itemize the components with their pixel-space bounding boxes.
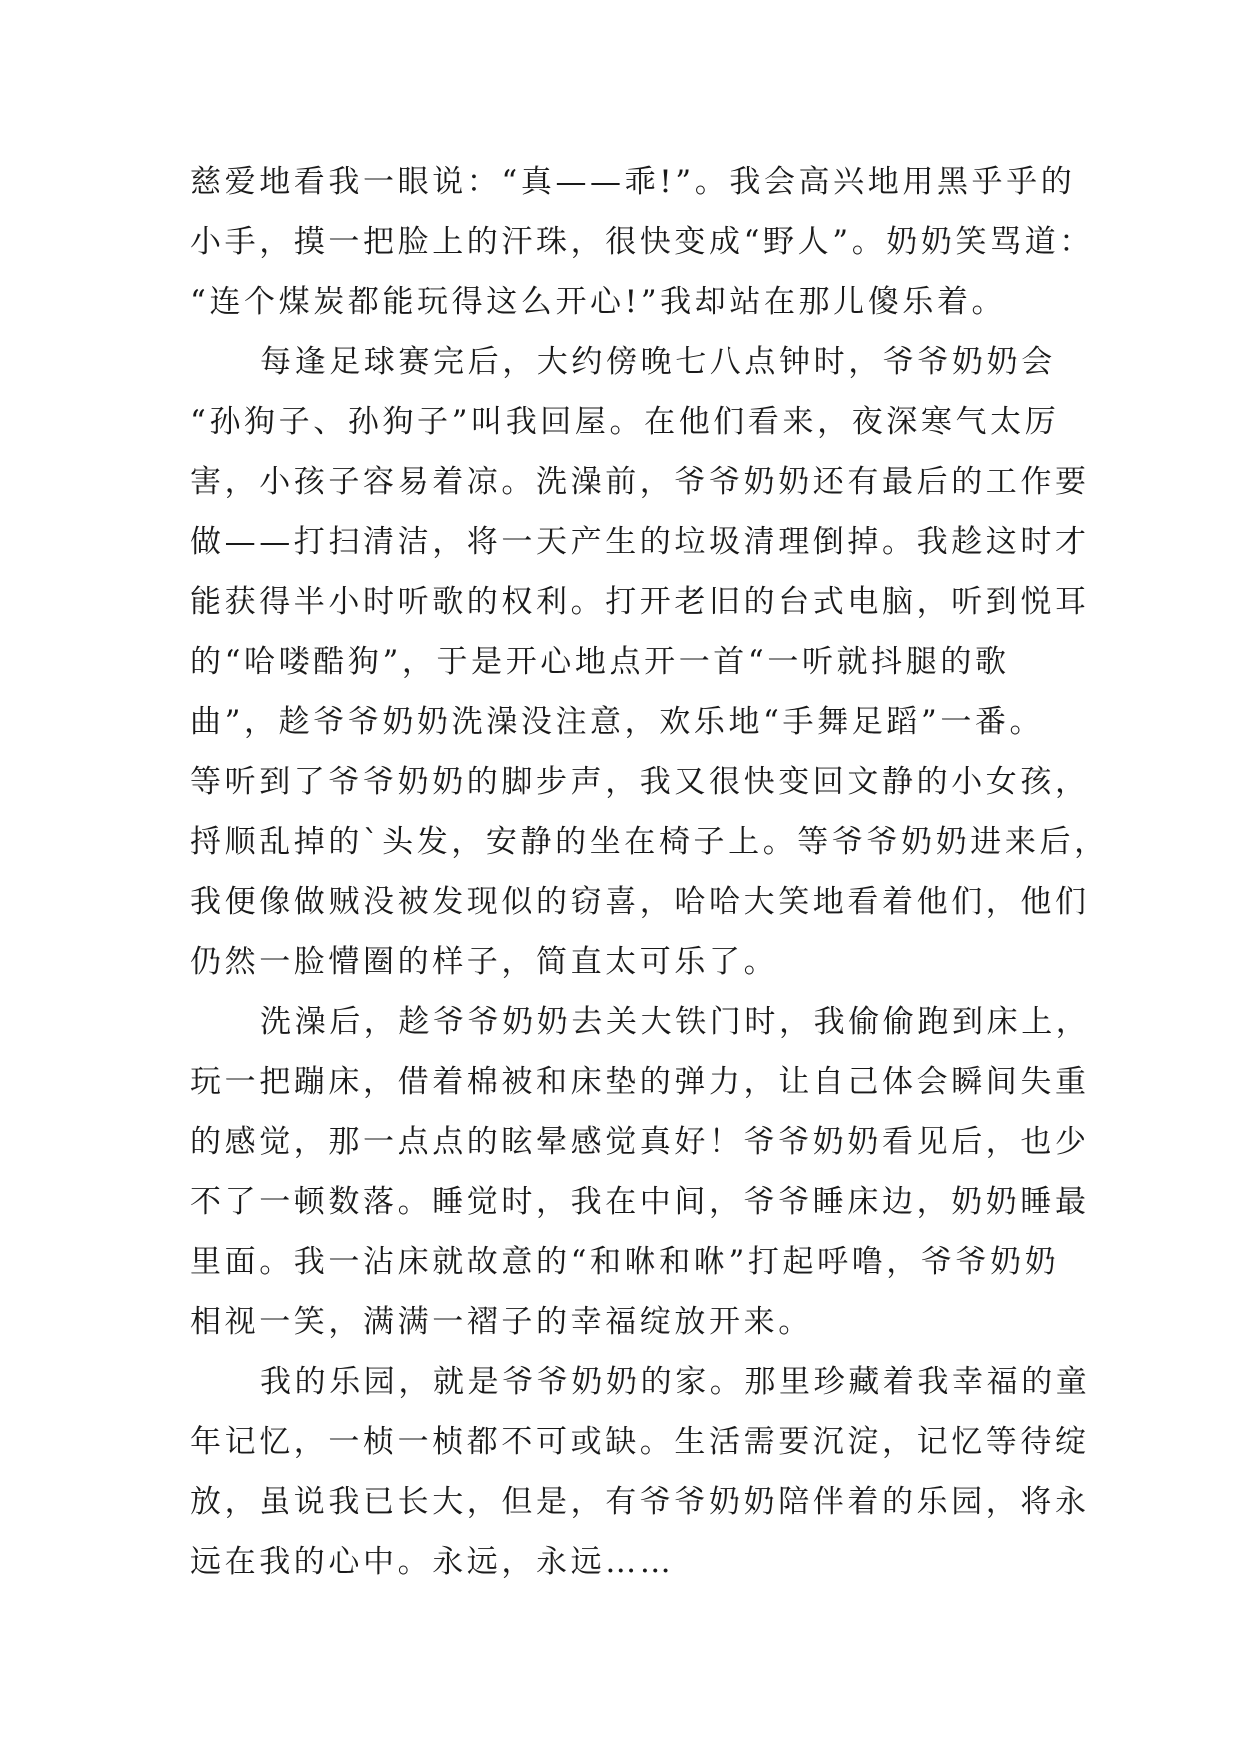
text-line: 远在我的心中。永远，永远…… bbox=[190, 1544, 675, 1580]
text-line: 捋顺乱掉的`头发，安静的坐在椅子上。等爷爷奶奶进来后， bbox=[190, 824, 1109, 860]
text-line: 年记忆，一桢一桢都不可或缺。生活需要沉淀，记忆等待绽 bbox=[190, 1424, 1090, 1460]
text-line: 能获得半小时听歌的权利。打开老旧的台式电脑，听到悦耳 bbox=[190, 584, 1090, 620]
text-line: 做——打扫清洁，将一天产生的垃圾清理倒掉。我趁这时才 bbox=[190, 524, 1090, 560]
text-line: 的感觉，那一点点的眩晕感觉真好！爷爷奶奶看见后，也少 bbox=[190, 1124, 1090, 1160]
paragraph-first-line: 我的乐园，就是爷爷奶奶的家。那里珍藏着我幸福的童 bbox=[260, 1364, 1091, 1400]
text-line: 害，小孩子容易着凉。洗澡前，爷爷奶奶还有最后的工作要 bbox=[190, 464, 1090, 500]
paragraph-first-line: 每逢足球赛完后，大约傍晚七八点钟时，爷爷奶奶会 bbox=[260, 344, 1056, 380]
text-line: 曲”，趁爷爷奶奶洗澡没注意，欢乐地“手舞足蹈”一番。 bbox=[190, 704, 1045, 740]
text-line: 慈爱地看我一眼说：“真——乖!”。我会高兴地用黑乎乎的 bbox=[190, 164, 1076, 200]
text-line: 小手，摸一把脸上的汗珠，很快变成“野人”。奶奶笑骂道： bbox=[190, 224, 1094, 260]
text-line: 仍然一脸懵圈的样子，简直太可乐了。 bbox=[190, 944, 779, 980]
body-text bbox=[190, 152, 1109, 1592]
text-line: 里面。我一沾床就故意的“和咻和咻”打起呼噜，爷爷奶奶 bbox=[190, 1244, 1060, 1280]
text-line: 不了一顿数落。睡觉时，我在中间，爷爷睡床边，奶奶睡最 bbox=[190, 1184, 1090, 1220]
text-line: 我便像做贼没被发现似的窃喜，哈哈大笑地看着他们，他们 bbox=[190, 884, 1090, 920]
text-line: 玩一把蹦床，借着棉被和床垫的弹力，让自己体会瞬间失重 bbox=[190, 1064, 1090, 1100]
text-line: 的“哈喽酷狗”，于是开心地点开一首“一听就抖腿的歌 bbox=[190, 644, 1010, 680]
text-line: “连个煤炭都能玩得这么开心!”我却站在那儿傻乐着。 bbox=[190, 284, 1007, 320]
paragraph-first-line: 洗澡后，趁爷爷奶奶去关大铁门时，我偷偷跑到床上， bbox=[260, 1004, 1091, 1040]
text-line: 放，虽说我已长大，但是，有爷爷奶奶陪伴着的乐园，将永 bbox=[190, 1484, 1090, 1520]
text-line: 相视一笑，满满一褶子的幸福绽放开来。 bbox=[190, 1304, 813, 1340]
text-line: 等听到了爷爷奶奶的脚步声，我又很快变回文静的小女孩， bbox=[190, 764, 1090, 800]
text-line: “孙狗子、孙狗子”叫我回屋。在他们看来，夜深寒气太厉 bbox=[190, 404, 1060, 440]
